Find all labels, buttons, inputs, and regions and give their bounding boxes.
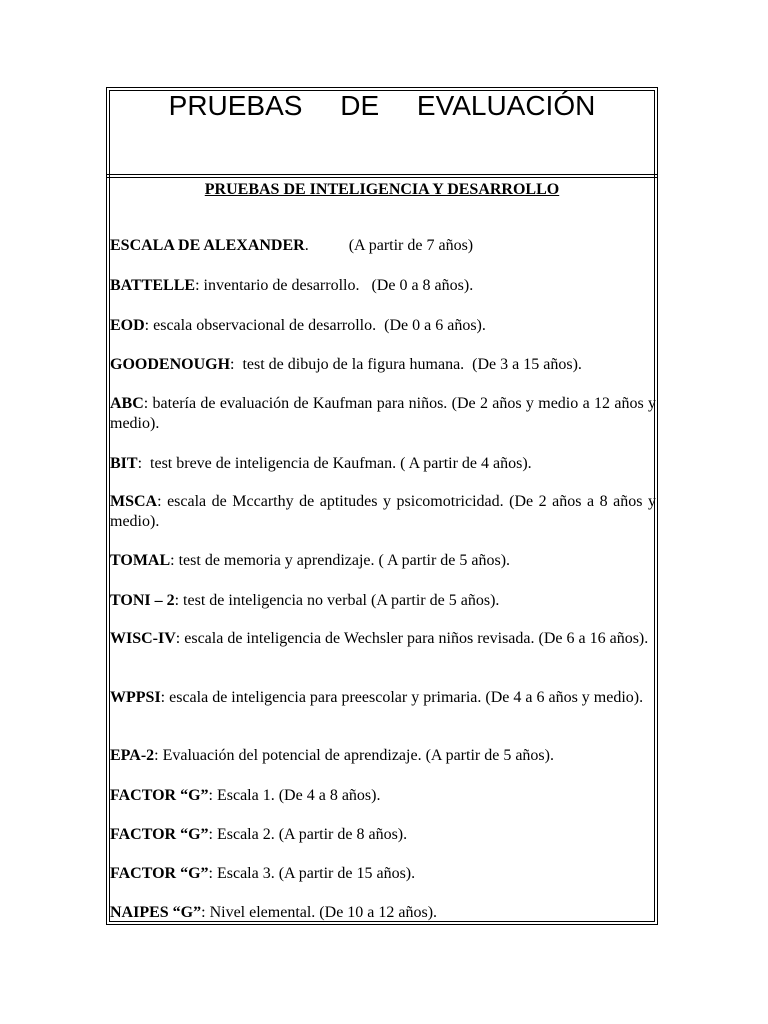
test-entry-alexander bbox=[110, 236, 656, 256]
test-name: FACTOR “G” bbox=[110, 787, 209, 804]
test-description: : test de memoria y aprendizaje. ( A partir de 5 años). bbox=[170, 552, 511, 569]
test-name: NAIPES “G” bbox=[110, 904, 202, 921]
test-description: : test de dibujo de la figura humana. (De 3 a 15 años). bbox=[230, 356, 582, 373]
test-description: : escala de inteligencia para preescolar y primaria. (De 4 a 6 años y medio). bbox=[160, 689, 644, 706]
test-name: GOODENOUGH bbox=[110, 356, 231, 373]
test-entry-msca bbox=[110, 492, 656, 532]
test-description: : test breve de inteligencia de Kaufman. ( A partir de 4 años). bbox=[137, 455, 532, 472]
test-name: WISC-IV bbox=[110, 630, 176, 647]
test-entry-naipes-g bbox=[110, 903, 656, 923]
test-description: : inventario de desarrollo. (De 0 a 8 años). bbox=[195, 277, 474, 294]
test-description: : escala de inteligencia de Wechsler para niños revisada. (De 6 a 16 años). bbox=[175, 630, 649, 647]
section-heading: PRUEBAS DE INTELIGENCIA Y DESARROLLO bbox=[204, 181, 560, 198]
test-name: ABC bbox=[110, 395, 144, 412]
test-entry-factor-g-3 bbox=[110, 864, 656, 884]
test-description: : escala de Mccarthy de aptitudes y psicomotricidad. (De 2 años a 8 años y medio). bbox=[110, 493, 656, 530]
test-name: BATTELLE bbox=[110, 277, 196, 294]
test-name: EPA-2 bbox=[110, 747, 155, 764]
test-description: : escala observacional de desarrollo. (De 0 a 6 años). bbox=[144, 317, 486, 334]
test-description: : Evaluación del potencial de aprendizaje. (A partir de 5 años). bbox=[154, 747, 554, 764]
test-description: : Escala 1. (De 4 a 8 años). bbox=[208, 787, 381, 804]
test-entry-bit bbox=[110, 454, 656, 474]
test-name: WPPSI bbox=[110, 689, 161, 706]
title-separator-inner bbox=[106, 177, 658, 178]
test-entry-epa-2 bbox=[110, 746, 656, 766]
test-entry-abc bbox=[110, 394, 656, 434]
test-entry-factor-g-2 bbox=[110, 825, 656, 845]
test-entry-eod bbox=[110, 316, 656, 336]
test-description: . (A partir de 7 años) bbox=[304, 237, 474, 254]
test-entry-goodenough bbox=[110, 355, 656, 375]
test-name: TOMAL bbox=[110, 552, 171, 569]
test-description: : Escala 2. (A partir de 8 años). bbox=[208, 826, 408, 843]
title-separator bbox=[106, 174, 658, 175]
test-entry-battelle bbox=[110, 276, 656, 296]
test-name: MSCA bbox=[110, 493, 158, 510]
test-entry-wisc-iv bbox=[110, 629, 656, 649]
test-name: TONI – 2 bbox=[110, 592, 175, 609]
test-description: : test de inteligencia no verbal (A partir de 5 años). bbox=[174, 592, 500, 609]
test-name: ESCALA DE ALEXANDER bbox=[110, 237, 305, 254]
test-entry-tomal bbox=[110, 551, 656, 571]
test-entry-factor-g-1 bbox=[110, 786, 656, 806]
test-entry-toni-2 bbox=[110, 591, 656, 611]
document-title: PRUEBAS DE EVALUACIÓN bbox=[168, 90, 596, 121]
test-description: : Nivel elemental. (De 10 a 12 años). bbox=[201, 904, 438, 921]
test-name: BIT bbox=[110, 455, 138, 472]
test-description: : Escala 3. (A partir de 15 años). bbox=[208, 865, 416, 882]
test-entry-wppsi bbox=[110, 688, 656, 708]
test-description: : batería de evaluación de Kaufman para niños. (De 2 años y medio a 12 años y medio). bbox=[110, 395, 656, 432]
test-name: FACTOR “G” bbox=[110, 826, 209, 843]
test-name: FACTOR “G” bbox=[110, 865, 209, 882]
test-name: EOD bbox=[110, 317, 145, 334]
